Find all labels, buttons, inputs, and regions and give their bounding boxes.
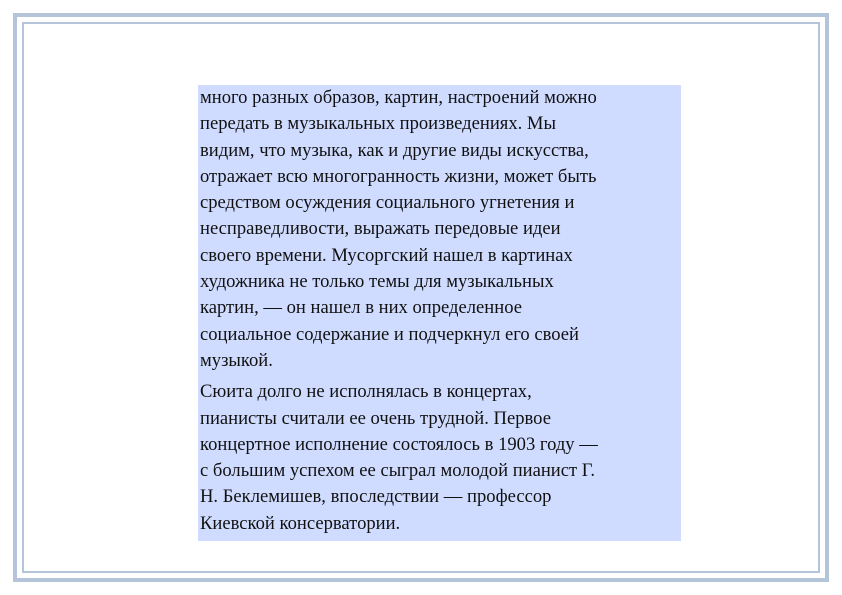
text-line: передать в музыкальных произведениях. Мы <box>200 113 556 135</box>
text-line: художника не только темы для музыкальных <box>200 271 554 293</box>
text-line: несправедливости, выражать передовые идеи <box>200 218 561 240</box>
text-block <box>198 85 681 541</box>
text-line: Н. Беклемишев, впоследствии — профессор <box>200 486 552 508</box>
text-line: музыкой. <box>200 349 273 371</box>
text-line: своего времени. Мусоргский нашел в картинах <box>200 244 573 266</box>
text-line: с большим успехом ее сыграл молодой пианист Г. <box>200 460 596 482</box>
paragraph-1 <box>200 85 679 374</box>
text-line: Киевской консерватории. <box>200 512 401 534</box>
text-line: отражает всю многогранность жизни, может быть <box>200 165 597 187</box>
text-line: средством осуждения социального угнетения и <box>200 192 575 214</box>
text-line: картин, — он нашел в них определенное <box>200 297 522 319</box>
text-line: Сюита долго не исполнялась в концертах, <box>200 381 532 403</box>
text-line: видим, что музыка, как и другие виды искусства, <box>200 139 589 161</box>
text-line: концертное исполнение состоялось в 1903 году — <box>200 433 598 455</box>
text-line: пианисты считали ее очень трудной. Первое <box>200 407 551 429</box>
text-line: много разных образов, картин, настроений можно <box>200 87 597 108</box>
paragraph-2 <box>200 379 679 537</box>
text-line: социальное содержание и подчеркнул его своей <box>200 323 579 345</box>
